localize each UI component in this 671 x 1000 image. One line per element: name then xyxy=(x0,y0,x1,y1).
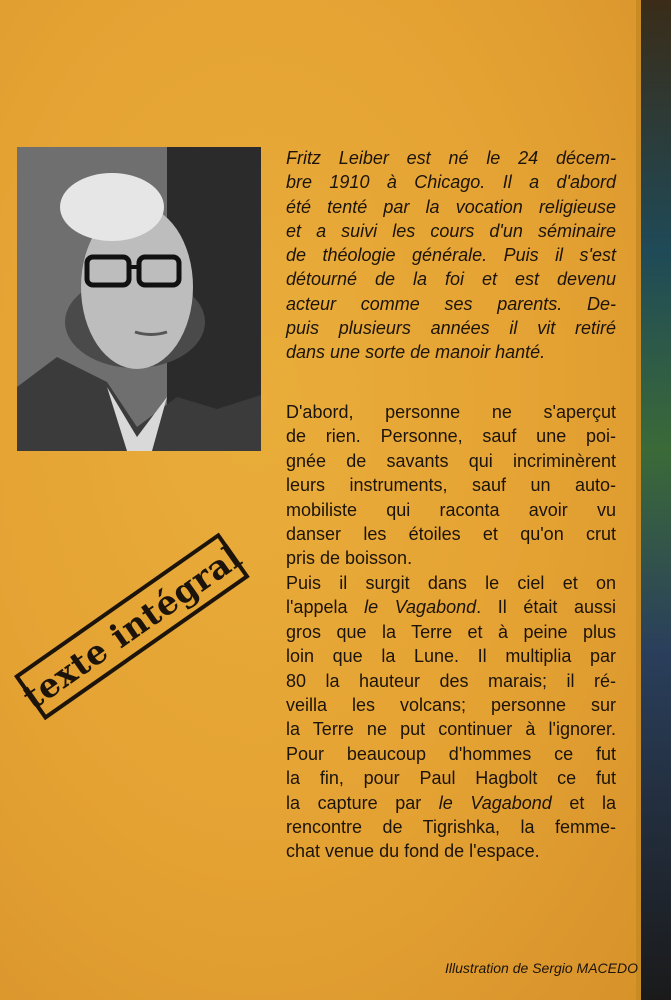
illustration-credit: Illustration de Sergio MACEDO xyxy=(445,960,638,976)
stamp-text: texte intégral xyxy=(15,536,249,717)
text-line: la fin, pour Paul Hagbolt ce fut xyxy=(286,768,616,789)
book-spine xyxy=(641,0,671,1000)
italic-title: le Vagabond xyxy=(438,792,552,813)
bio-line: Fritz Leiber est né le 24 décem- xyxy=(286,148,616,168)
text-line: chat venue du fond de l'espace. xyxy=(286,841,540,862)
text-line: Pour beaucoup d'hommes ce fut xyxy=(286,743,616,764)
text-line: Puis il surgit dans le ciel et on xyxy=(286,573,616,593)
text-line: veilla les volcans; personne sur xyxy=(286,695,616,716)
synopsis-paragraph-1 xyxy=(286,400,616,571)
bio-line: dans une sorte de manoir hanté. xyxy=(286,342,546,363)
text-fragment: la capture par xyxy=(286,792,439,813)
bio-line: de théologie générale. Puis il s'est xyxy=(286,245,616,266)
bio-line: acteur comme ses parents. De- xyxy=(286,293,616,314)
text-line: pris de boisson. xyxy=(286,548,413,569)
text-fragment: . Il était aussi xyxy=(476,597,616,618)
text-line: de rien. Personne, sauf une poi- xyxy=(286,426,616,447)
text-line xyxy=(286,595,616,619)
text-line: la Terre ne put continuer à l'ignorer. xyxy=(286,719,616,740)
text-line: gnée de savants qui incriminèrent xyxy=(286,450,616,471)
bio-line: été tenté par la vocation religieuse xyxy=(286,196,616,217)
synopsis-paragraph-2 xyxy=(286,571,616,864)
text-fragment: l'appela xyxy=(286,597,365,618)
bio-line: bre 1910 à Chicago. Il a d'abord xyxy=(286,172,616,193)
bio-line: puis plusieurs années il vit retiré xyxy=(286,318,616,339)
italic-title: le Vagabond xyxy=(364,597,477,618)
text-line: mobiliste qui raconta avoir vu xyxy=(286,499,616,520)
text-line: rencontre de Tigrishka, la femme- xyxy=(286,817,616,838)
text-line: 80 la hauteur des marais; il ré- xyxy=(286,670,616,691)
author-photo xyxy=(17,147,261,451)
bio-line: détourné de la foi et est devenu xyxy=(286,269,616,290)
text-line: leurs instruments, sauf un auto- xyxy=(286,475,616,496)
bio-line: et a suivi les cours d'un séminaire xyxy=(286,220,616,241)
text-fragment: et la xyxy=(551,792,616,813)
author-biography xyxy=(286,146,616,365)
text-line xyxy=(286,791,616,815)
text-line: loin que la Lune. Il multiplia par xyxy=(286,646,616,667)
text-line: D'abord, personne ne s'aperçut xyxy=(286,402,616,422)
text-line: danser les étoiles et qu'on crut xyxy=(286,524,616,545)
text-line: gros que la Terre et à peine plus xyxy=(286,621,616,642)
